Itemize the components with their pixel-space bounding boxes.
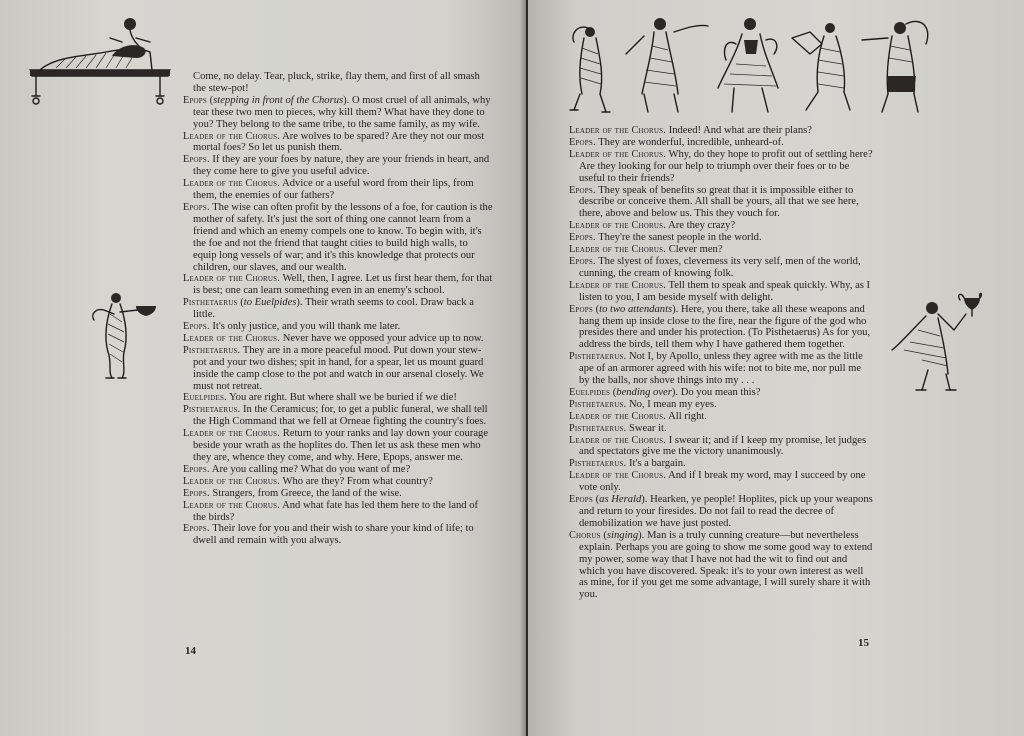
- paragraph: Leader of the Chorus. Who are they? From what country?: [183, 475, 433, 487]
- speaker-name: Leader of the Chorus.: [569, 470, 667, 482]
- paragraph: Leader of the Chorus. Advice or a useful word from their lips, from them, the enemies of our fathers?: [183, 178, 474, 202]
- paragraph: Leader of the Chorus. Why, do they hope to profit out of settling here? Are they looking for our help to triumph over their foes or to be useful to their friends?: [569, 148, 873, 184]
- paragraph: Leader of the Chorus. Are they crazy?: [569, 220, 736, 232]
- five-dancing-figures-icon: [566, 14, 934, 124]
- speaker-name: Pisthetaerus.: [569, 351, 627, 363]
- speaker-name: Epops.: [183, 523, 210, 535]
- paragraph: Epops. They speak of benefits so great that it is impossible either to describe or conceive them. All shall be yours, all that we see here, there, above and below us. This they vouch for.: [569, 184, 859, 220]
- paragraph: Leader of the Chorus. Clever men?: [569, 244, 723, 256]
- paragraph: Epops. Are you calling me? What do you want of me?: [183, 463, 411, 475]
- speaker-name: Leader of the Chorus.: [183, 332, 281, 344]
- paragraph: Epops. The slyest of foxes, cleverness its very self, men of the world, cunning, the cream of knowing folk.: [569, 255, 861, 279]
- speaker-name: Leader of the Chorus.: [569, 148, 667, 160]
- speaker-name: Leader of the Chorus.: [569, 434, 667, 446]
- speaker-name: Leader of the Chorus.: [183, 428, 281, 440]
- speaker-name: Leader of the Chorus.: [183, 130, 281, 142]
- paragraph: Leader of the Chorus. All right.: [569, 410, 707, 422]
- speaker-name: Epops.: [183, 321, 210, 333]
- speaker-name: Leader of the Chorus.: [569, 125, 667, 136]
- speaker-name: Leader of the Chorus.: [569, 244, 667, 256]
- paragraph: Epops (to two attendants). Here, you there, take all these weapons and hang them up inside close to the fire, near the figure of the god who presides there and under his protection. (To Pisthetaerus) As for you, address the birds, tell them why I have gathered them together.: [569, 303, 871, 351]
- paragraph: Pisthetaerus. Swear it.: [569, 422, 667, 434]
- speaker-name: Pisthetaerus: [183, 297, 238, 309]
- speaker-name: Leader of the Chorus.: [183, 499, 281, 511]
- speaker-name: Epops: [183, 94, 207, 106]
- speaker-name: Pisthetaerus.: [569, 422, 627, 434]
- paragraph: Leader of the Chorus. Return to your ranks and lay down your courage beside your wrath as the hoplites do. Then let us ask these men who they are, whence they come, and why. Here, Epops, answer me.: [183, 428, 489, 463]
- stage-direction: singing: [606, 529, 639, 541]
- paragraph: Leader of the Chorus. Tell them to speak and speak quickly. Why, as I listen to you, I am beside myself with delight.: [569, 279, 871, 303]
- paragraph: Epops (stepping in front of the Chorus). O most cruel of all animals, why tear these two men to pieces, why kill them? What have they done to you? They belong to the same tribe, to the same family, as my wife.: [183, 94, 491, 130]
- speaker-name: Epops.: [569, 255, 596, 267]
- paragraph: Epops. They are wonderful, incredible, unheard-of.: [569, 136, 784, 148]
- paragraph: Euelpides (bending over). Do you mean this?: [569, 386, 761, 398]
- page-number-left: 14: [185, 645, 196, 657]
- paragraph: Leader of the Chorus. And if I break my word, may I succeed by one vote only.: [569, 470, 866, 494]
- paragraph: Epops. Their love for you and their wish to share your kind of life; to dwell and remain with you always.: [183, 523, 474, 547]
- paragraph: Leader of the Chorus. And what fate has led them here to the land of the birds?: [183, 499, 479, 523]
- paragraph: Pisthetaerus. Not I, by Apollo, unless they agree with me as the little ape of an armorer agreed with his wife: not to bite me, nor pull me by the balls, nor shove things into my . . .: [569, 351, 863, 387]
- speaker-name: Pisthetaerus.: [569, 398, 627, 410]
- speaker-name: Leader of the Chorus.: [569, 220, 667, 232]
- paragraph: Epops. They're the sanest people in the world.: [569, 232, 762, 244]
- speaker-name: Euelpides.: [183, 392, 227, 404]
- paragraph: Leader of the Chorus. Indeed! And what are their plans?: [569, 125, 812, 136]
- stage-direction: as Herald: [599, 494, 642, 506]
- paragraph: Leader of the Chorus. Well, then, I agree. Let us first hear them, for that is best; one can learn something even in an enemy's school.: [183, 273, 493, 297]
- stage-direction: bending over: [616, 386, 672, 398]
- paragraph: Pisthetaerus (to Euelpides). Their wrath seems to cool. Draw back a little.: [183, 297, 474, 321]
- speaker-name: Pisthetaerus.: [569, 458, 627, 470]
- paragraph: Epops. The wise can often profit by the lessons of a foe, for caution is the mother of safety. It's just the sort of thing one cannot learn from a friend and which an enemy compels one to know. To begin with, it's the foe and not the friend that taught cities to build high walls, to equip long vessels of war; and it's this knowledge that protects our children, our slaves, and our wealth.: [183, 201, 493, 273]
- page-number-right: 15: [858, 637, 869, 649]
- stage-direction: to two attendants: [599, 303, 673, 315]
- paragraph: Epops (as Herald). Hearken, ye people! Hoplites, pick up your weapons and return to your firesides. Do not fail to read the decree of demobilization we have just posted.: [569, 494, 873, 529]
- speaker-name: Leader of the Chorus.: [183, 475, 281, 487]
- paragraph: Pisthetaerus. In the Ceramicus; for, to get a public funeral, we shall tell the High Command that we fell at Orneae fighting the country's foes.: [183, 404, 488, 428]
- paragraph: Leader of the Chorus. I swear it; and if I keep my promise, let judges and spectators give me the victory unanimously.: [569, 434, 867, 458]
- speaker-name: Epops.: [569, 232, 596, 244]
- figure-raising-kylix-icon: [888, 290, 984, 394]
- paragraph: Leader of the Chorus. Are wolves to be spared? Are they not our most mortal foes? So let us punish them.: [183, 130, 485, 154]
- left-page-text: [183, 71, 493, 547]
- paragraph: Chorus (singing). Man is a truly cunning creature—but nevertheless explain. Perhaps you are going to show me some good way to extend my power, some way that I have not had the wit to find out and which you have discovered. Speak: it's to your own interest as well as mine, for if you get me some advantage, I will surely share it with you.: [569, 529, 873, 601]
- speaker-name: Epops.: [183, 201, 210, 213]
- speaker-name: Epops.: [569, 184, 596, 196]
- speaker-name: Epops.: [183, 487, 210, 499]
- paragraph: Leader of the Chorus. Never have we opposed your advice up to now.: [183, 332, 484, 344]
- paragraph: Pisthetaerus. They are in a more peaceful mood. Put down your stew-pot and your two dishes; spit in hand, for a spear, let us mount guard inside the camp close to the pot and watch in our arsenal closely. We must not retreat.: [183, 344, 484, 392]
- speaker-name: Pisthetaerus.: [183, 344, 241, 356]
- paragraph: Come, no delay. Tear, pluck, strike, flay them, and first of all smash the stew-pot!: [193, 71, 480, 94]
- speaker-name: Leader of the Chorus.: [569, 410, 667, 422]
- figure-holding-cup-icon: [86, 290, 162, 382]
- stage-direction: to Euelpides: [243, 297, 297, 309]
- speaker-name: Epops.: [183, 463, 210, 475]
- paragraph: Epops. If they are your foes by nature, they are your friends in heart, and they come here to give you useful advice.: [183, 154, 490, 178]
- paragraph: Pisthetaerus. It's a bargain.: [569, 458, 686, 470]
- speaker-name: Leader of the Chorus.: [569, 279, 667, 291]
- speaker-name: Epops.: [569, 136, 596, 148]
- paragraph: Pisthetaerus. No, I mean my eyes.: [569, 398, 717, 410]
- speaker-name: Epops: [569, 303, 593, 315]
- paragraph: Epops. Strangers, from Greece, the land of the wise.: [183, 487, 402, 499]
- reclining-figure-on-couch-icon: [26, 12, 174, 108]
- speaker-name: Leader of the Chorus.: [183, 273, 281, 285]
- speaker-name: Chorus: [569, 529, 601, 541]
- speaker-name: Leader of the Chorus.: [183, 178, 281, 190]
- speaker-name: Pisthetaerus.: [183, 404, 241, 416]
- paragraph: Epops. It's only justice, and you will thank me later.: [183, 321, 401, 333]
- paragraph: Euelpides. You are right. But where shall we be buried if we die!: [183, 392, 457, 404]
- stage-direction: stepping in front of the Chorus: [213, 94, 344, 106]
- speaker-name: Epops: [569, 494, 593, 506]
- speaker-name: Epops.: [183, 154, 210, 166]
- speaker-name: Euelpides: [569, 386, 611, 398]
- right-page-text: [569, 125, 874, 601]
